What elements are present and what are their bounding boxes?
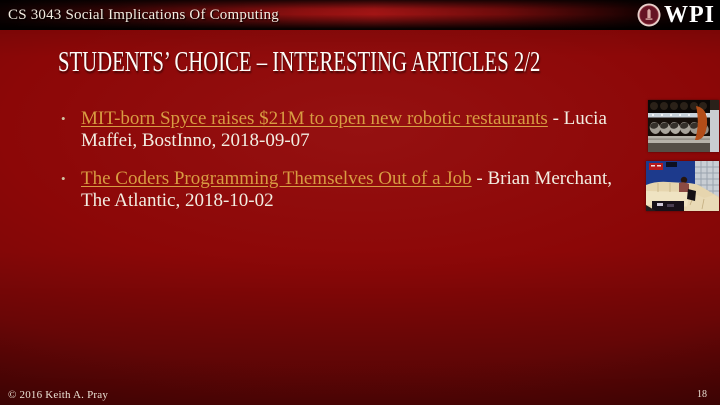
bullet-icon: • — [61, 111, 66, 126]
article-link-spyce[interactable]: MIT-born Spyce raises $21M to open new robotic restaurants — [81, 108, 548, 129]
robotic-kitchen-photo — [648, 100, 719, 152]
spyce-article-thumbnail — [648, 100, 719, 152]
bullet-list — [58, 108, 640, 228]
header-bar — [0, 0, 720, 30]
course-title: CS 3043 Social Implications Of Computing — [8, 6, 279, 23]
list-item — [58, 108, 640, 152]
wpi-logo — [637, 2, 715, 28]
article-attribution: - Lucia Maffei, BostInno, 2018-09-07 — [81, 108, 607, 151]
wpi-logo-text: WPI — [664, 2, 715, 28]
bullet-icon: • — [61, 171, 66, 186]
slide-title: STUDENTS’ CHOICE – INTERESTING ARTICLES 2/2 — [58, 47, 541, 78]
article-attribution: - Brian Merchant, The Atlantic, 2018-10-02 — [81, 168, 613, 211]
wpi-seal-icon — [637, 3, 661, 27]
article-entry — [81, 108, 640, 152]
list-item — [58, 168, 640, 212]
article-entry — [81, 168, 640, 212]
office-couch-photo — [646, 161, 719, 211]
slide-number: 18 — [697, 389, 707, 400]
copyright-text: © 2016 Keith A. Pray — [8, 389, 109, 401]
article-link-coders[interactable]: The Coders Programming Themselves Out of a Job — [81, 168, 472, 189]
coders-article-thumbnail — [646, 161, 719, 211]
